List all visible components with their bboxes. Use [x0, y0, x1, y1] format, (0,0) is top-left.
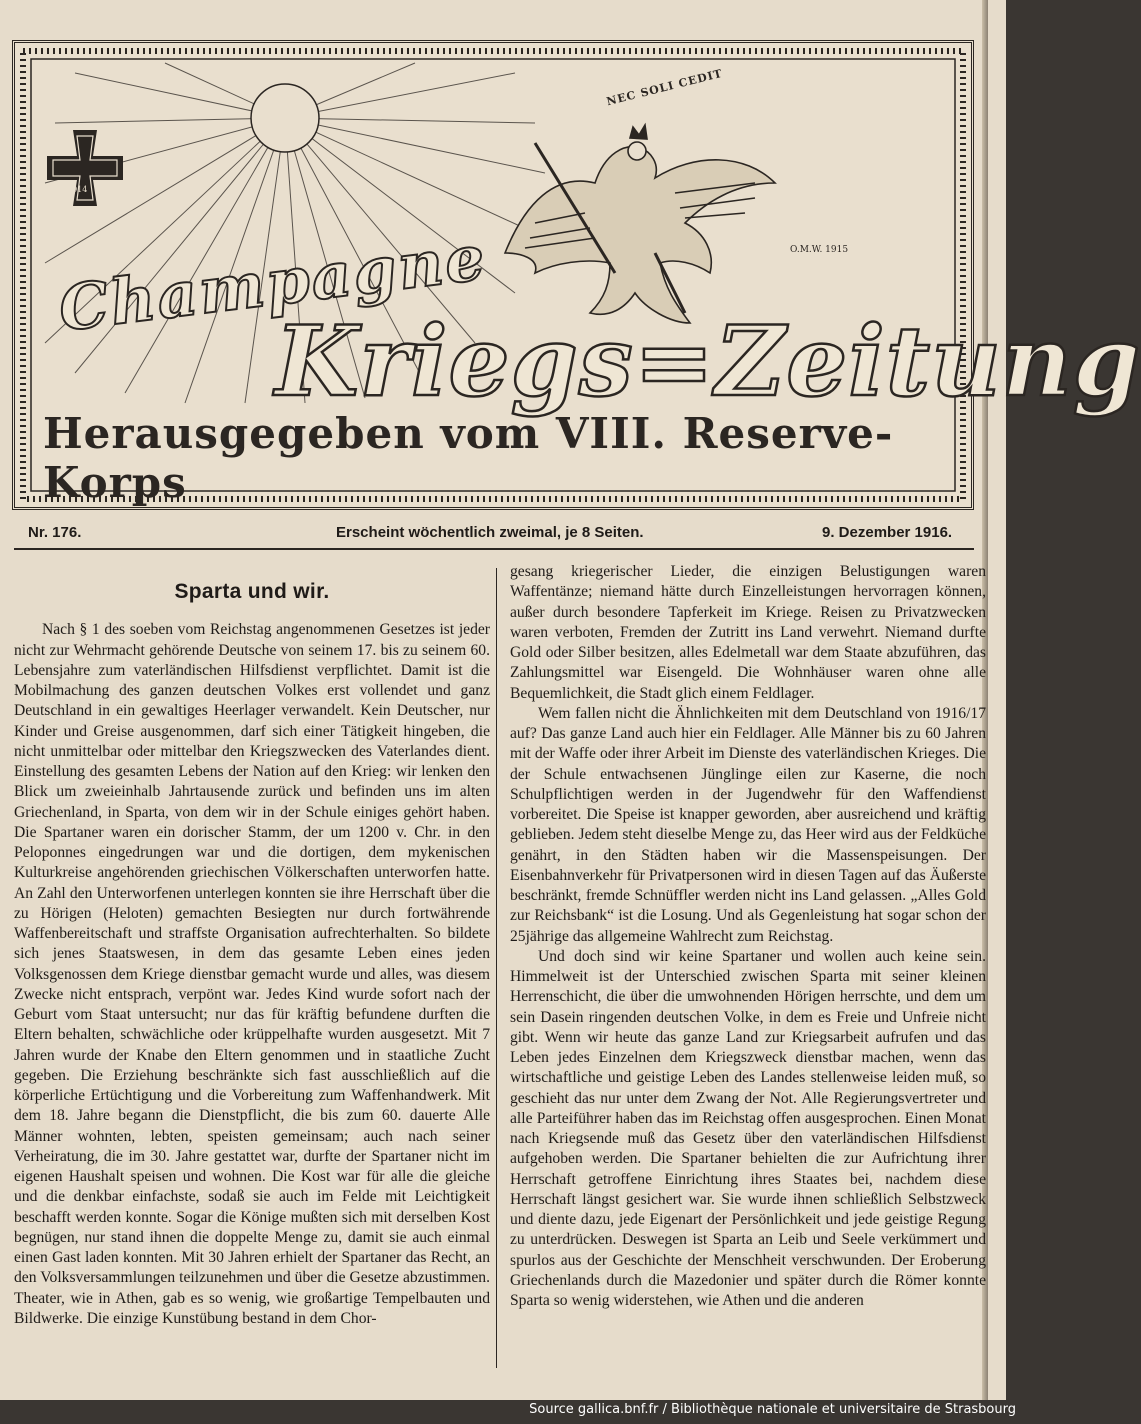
masthead-title-line1: Champagne: [55, 220, 491, 346]
article-column-right: [510, 562, 986, 1311]
paragraph: gesang kriegerischer Lieder, die einzigen Belustigungen waren Waffentänze; niemand hätte durch Einzelleistungen hervorragen können, außer durch besondere Tapferkeit im Kriege. Reisen zu Privatzwecken waren verboten, Fremden der Zutritt ins Land verwehrt. Niemand durfte Gold oder Silber besitzen, alles Edelmetall war dem Staate abzuführen, das Zahlungsmittel war Eisengeld. Die Wohnhäuser waren ohne alle Bequemlichkeit, die Stadt glich einem Feldlager.: [510, 563, 986, 702]
paragraph: Und doch sind wir keine Spartaner und wollen auch keine sein. Himmelweit ist der Unterschied zwischen Sparta mit seiner kleinen Herrenschicht, die über die umwohnenden Hörigen herrschte, und dem um sein Dasein ringenden deutschen Volke, in dem es Freie und Unfreie nicht gibt. Wenn wir heute das ganze Land zur Kriegsarbeit aufrufen und das Leben jedes Einzelnen dem Kriegszweck dienstbar machen, wenn das wirtschaftliche und geistige Leben des Landes stellenweise leiden muß, so geschieht das nur unter dem Zwang der Not. Alle Regierungsvertreter und alle Parteiführer haben das im Reichstag offen ausgesprochen. Einen Monat nach Kriegsende muß das Gesetz über den vaterländischen Hilfsdienst aufgehoben werden. Die Spartaner behielten die zur Aufrichtung ihrer Herrschaft getroffene Einrichtung ihres Staates bei, nachdem diese Herrschaft längst gesichert war. Sie wurde ihnen schließlich Selbstzweck und diente dazu, jede Eigenart der Persönlichkeit und jede geistige Regung zu unterdrücken. Deswegen ist Sparta an Leib und Seele verkümmert und spurlos aus der Geschichte der Menschheit verschwunden. Der Eroberung Griechenlands durch die Mazedonier und später durch die Römer konnte Sparta so wenig widerstehen, wie Athen und die anderen: [510, 947, 986, 1309]
eagle-icon: [505, 125, 775, 323]
publication-frequency: Erscheint wöchentlich zweimal, je 8 Seiten.: [336, 524, 644, 541]
issue-date: 9. Dezember 1916.: [822, 524, 953, 541]
issue-number: Nr. 176.: [28, 524, 82, 541]
article-column-left: [14, 556, 490, 1329]
issue-info-bar: [14, 512, 974, 550]
masthead-subtitle: Herausgegeben vom VIII. Reserve-Korps: [43, 409, 894, 507]
masthead-motto: NEC SOLI CEDIT: [605, 66, 725, 109]
source-attribution: Source gallica.bnf.fr / Bibliothèque nationale et universitaire de Strasbourg: [529, 1402, 1016, 1417]
iron-cross-year: 1914: [67, 185, 88, 194]
masthead: [12, 40, 1141, 510]
paragraph: Nach § 1 des soeben vom Reichstag angenommenen Gesetzes ist jeder nicht zur Wehrmacht gehörende Deutsche von seinem 17. bis zu seinem 60. Lebensjahre zum vaterländischen Hilfsdienst verpflichtet. Damit ist die Mobilmachung des ganzen deutschen Volkes erst vollendet und ganz Deutschland in ein gewaltiges Heerlager verwandelt. Kein Deutscher, nur Kinder und Greise ausgenommen, darf sich einer Tätigkeit hingeben, die nicht unmittelbar oder mittelbar den Kriegszwecken des Vaterlandes dient. Einstellung des gesamten Lebens der Nation auf den Krieg: wir lenken den Blick um zweieinhalb Jahrtausende zurück und befinden uns im alten Griechenland, in Sparta, von dem wir in der Schule einiges gehört haben. Die Spartaner waren ein dorischer Stamm, der um 1200 v. Chr. in den Peloponnes eingedrungen war und die dortigen, dem mykenischen Kulturkreise angehörenden griechischen Völkerschaften unterworfen hatte. An Zahl den Unterworfenen unterlegen konnten sie ihre Herrschaft über die zu Hörigen (Heloten) gemachten Besiegten nur durch fortwährende Waffenbereitschaft und straffste Organisation aufrechterhalten. So bildete sich jenes Staatswesen, in dem das gesamte Leben eines jeden Volksgenossen dem Kriege dienstbar gemacht wurde und alles, was diesem Zwecke nicht entsprach, verpönt war. Jedes Kind wurde sofort nach der Geburt vom Staat untersucht; nur das für kräftig befundene durften die Eltern behalten, schwächliche oder krüppelhafte wurden ausgesetzt. Mit 7 Jahren wurde der Knabe den Eltern genommen und in staatliche Zucht gegeben. Die Erziehung beschränkte sich fast ausschließlich auf die körperliche Ertüchtigung und die Vorbereitung zum Waffenhandwerk. Mit dem 18. Jahre begann die Dienstpflicht, die bis zum 60. dauerte Alle Männer wohnten, lebten, speisten gemeinsam; auch nach seiner Verheiratung, die im 30. Jahre gestattet war, durfte der Spartaner nicht im eigenen Haushalt speisen und wohnen. Die Kost war für alle die gleiche und die denkbar einfachste, sodaß sie auch im Felde mit Leichtigkeit beschafft werden konnte. Sogar die Könige mußten sich mit derselben Kost begnügen, nur stand ihnen die doppelte Menge zu, damit sie auch einmal einen Gast laden konnten. Mit 30 Jahren erhielt der Spartaner das Recht, an den Volksversammlungen teilzunehmen und über die Gesetze abzustimmen. Theater, wie in Athen, gab es so wenig, wie großartige Tempelbauten und Bildwerke. Die einzige Kunstübung bestand in dem Chor-: [14, 621, 490, 1327]
paragraph: Wem fallen nicht die Ähnlichkeiten mit dem Deutschland von 1916/17 auf? Das ganze Land auch hier ein Feldlager. Alle Männer bis zu 60 Jahren mit der Waffe oder ihrer Arbeit im Dienste des vaterländischen Krieges. Die der Schule entwachsenen Jünglinge eilen zur Kaserne, die noch Schulpflichtigen werden in der Jugendwehr für den Waffendienst vorbereitet. Die Speise ist knapper geworden, aber ausreichend und kräftig geblieben. Jedem steht dieselbe Menge zu, das Heer wird aus der Feldküche genährt, in den Städten haben wir die Massenspeisungen. Der Eisenbahnverkehr für Privatpersonen wird in diesen Tagen auf das Äußerste beschränkt, fremde Schnüffler werden nicht ins Land gelassen. „Alles Gold zur Reichsbank“ ist die Losung. Und als Gegenleistung hat sogar schon der 25jährige das allgemeine Wahlrecht zum Reichstag.: [510, 704, 986, 945]
masthead-title-line2: Kriegs=Zeitung: [275, 305, 1141, 418]
iron-cross-icon: [47, 130, 123, 206]
article-title: Sparta und wir.: [174, 580, 330, 603]
sun-icon: [251, 84, 319, 152]
artist-signature: O.M.W. 1915: [790, 245, 849, 255]
column-divider: [496, 568, 497, 1368]
